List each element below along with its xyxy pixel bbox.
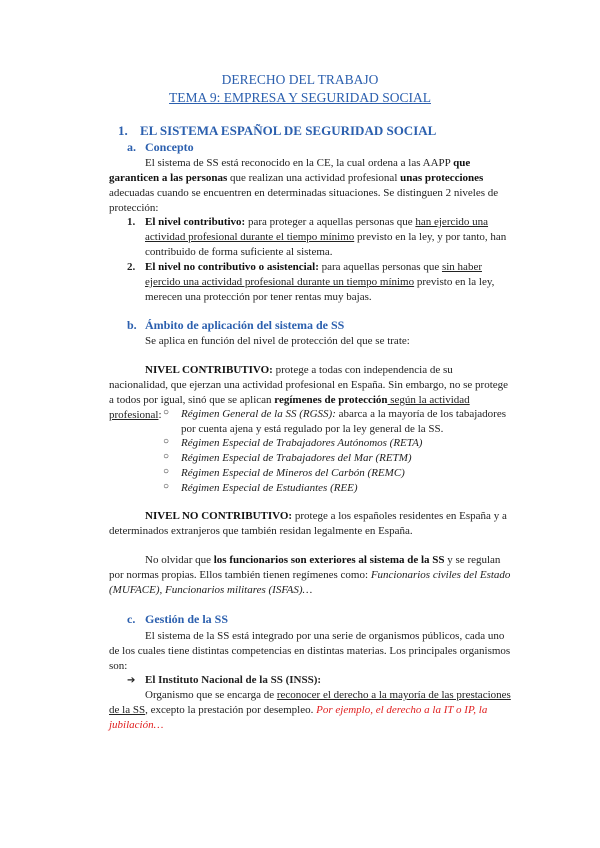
management-paragraph: El sistema de la SS está integrado por una serie de organismos públicos, cada uno de los cuales tiene distintas competencias en distintas materias. Los principales organismos son: [109,630,511,672]
concept-paragraph: El sistema de SS está reconocido en la CE, la cual ordena a las AAPP que garanticen a las personas que realizan una actividad profesional unas protecciones adecuadas cuando se encuentren en determinadas situaciones. Se distinguen 2 niveles de protección: [109,157,499,214]
subsection-a-letter: a. [127,140,136,154]
subsection-b-heading: Ámbito de aplicación del sistema de SS [145,318,345,332]
regime-item-3: Régimen Especial de Trabajadores del Mar (RETM) [181,452,412,464]
regime-bullet-1: ○ [163,407,170,418]
contributive-paragraph: NIVEL CONTRIBUTIVO: protege a todas con independencia de su nacionalidad, que ejerzan una actividad profesional en España. Sin embargo, no se protege a todos por igual, sinó que se aplican regímenes de protección según la actividad profesional: [109,364,509,421]
level-2-item: El nivel no contributivo o asistencial: para aquellas personas que sin haber ejercido una actividad profesional durante un tiempo mínimo previsto en la ley, merecen una protección por tener rentas muy bajas. [145,261,495,303]
section-heading: EL SISTEMA ESPAÑOL DE SEGURIDAD SOCIAL [140,123,437,138]
regime-item-5: Régimen Especial de Estudiantes (REE) [181,482,358,494]
inss-heading: El Instituto Nacional de la SS (INSS): [145,674,322,686]
regime-bullet-2: ○ [163,436,170,447]
subsection-a-heading: Concepto [145,140,194,154]
arrow-icon: ➔ [127,675,136,686]
regime-bullet-3: ○ [163,451,170,462]
level-2-number: 2. [127,261,136,273]
subsection-c-heading: Gestión de la SS [145,612,229,626]
noncontributive-paragraph: NIVEL NO CONTRIBUTIVO: protege a los españoles residentes en España y a determinados extranjeros que también residan legalmente en España. [109,510,507,537]
regime-bullet-5: ○ [163,481,170,492]
section-number: 1. [118,123,128,138]
inss-paragraph: Organismo que se encarga de reconocer el derecho a la mayoría de las prestaciones de la SS, excepto la prestación por desempleo. Por ejemplo, el derecho a la IT o IP, la jubilación… [109,689,511,731]
scope-intro: Se aplica en función del nivel de protección del que se trate: [145,335,410,347]
regime-item-2: Régimen Especial de Trabajadores Autónomos (RETA) [181,437,423,449]
regime-item-4: Régimen Especial de Mineros del Carbón (REMC) [181,467,405,479]
subsection-c-letter: c. [127,612,136,626]
doc-title: DERECHO DEL TRABAJO [221,72,379,87]
doc-subtitle: TEMA 9: EMPRESA Y SEGURIDAD SOCIAL [169,90,431,105]
regime-bullet-4: ○ [163,466,170,477]
civil-servants-paragraph: No olvidar que los funcionarios son exteriores al sistema de la SS y se regulan por normas propias. Ellos también tienen regímenes como: Funcionarios civiles del Estado (MUFACE), Funcionarios militares (ISFAS)… [109,554,511,596]
level-1-item: El nivel contributivo: para proteger a aquellas personas que han ejercido una actividad profesional durante el tiempo mínimo previsto en la ley, y por tanto, han contribuido de forma suficiente al sistema. [145,216,507,258]
regime-item-1: Régimen General de la SS (RGSS): abarca a la mayoría de los tabajadores por cuenta ajena y está regulado por la ley general de la SS. [181,408,506,435]
level-1-number: 1. [127,216,136,228]
subsection-b-letter: b. [127,318,137,332]
